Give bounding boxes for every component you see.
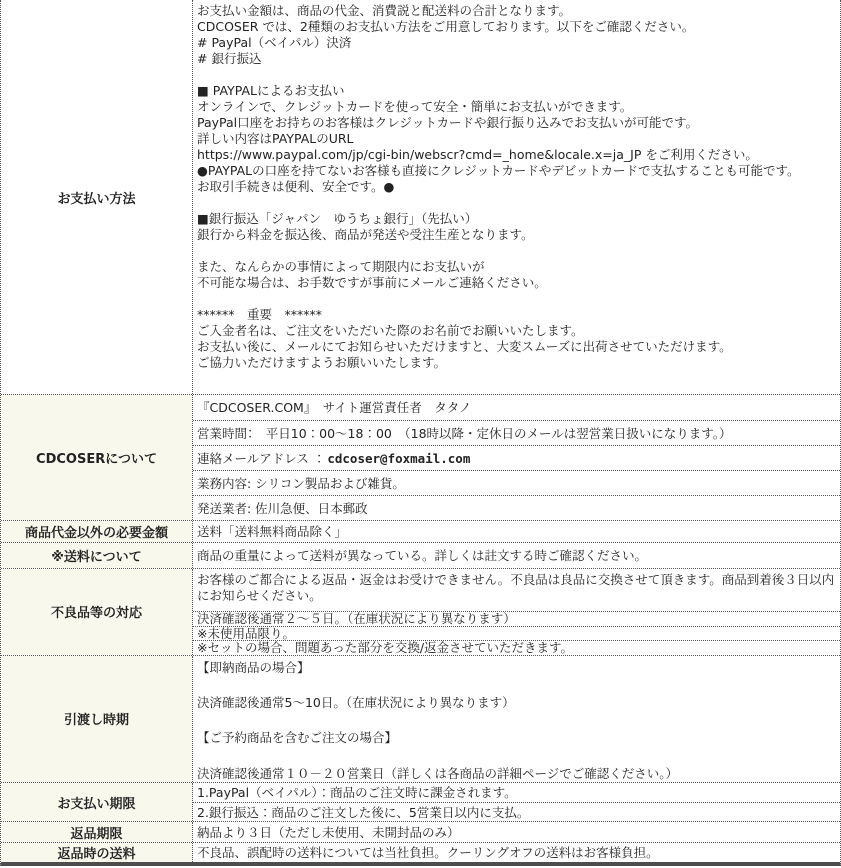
- payment-deadline-line: 1.PayPal（ベイパル）：商品のご注文時に課金されます。: [197, 785, 517, 801]
- payment-deadline-line: 2.銀行振込：商品のご注文した後に、5営業日以内に支払。: [193, 802, 840, 821]
- text-line: [197, 243, 838, 259]
- text-line: CDCOSER では、2種類のお支払い方法をご用意しております。以下をご確認ください。: [197, 19, 695, 34]
- shop-contact-email-row: [193, 445, 840, 470]
- text-line: ■ PAYPALによるお支払い: [197, 83, 345, 98]
- text-line: [197, 747, 838, 765]
- row-label-shipping-fee: ※送料について: [1, 543, 193, 568]
- text-line: 詳しい内容はPAYPALのURL: [197, 131, 354, 146]
- text-line: PayPal口座をお持ちのお客様はクレジットカードや銀行振り込みでお支払いが可能です。: [197, 115, 698, 130]
- row-return-shipping: [1, 842, 840, 862]
- row-about-shop: [1, 394, 840, 520]
- text-line: ■銀行振込「ジャパン ゆうちょ銀行」（先払い）: [197, 211, 478, 226]
- row-defective-items: [1, 568, 840, 655]
- row-label-defective-items: 不良品等の対応: [1, 569, 193, 655]
- text-line: 【即納商品の場合】: [197, 659, 310, 675]
- row-extra-fees: [1, 520, 840, 542]
- text-line: 決済確認後通常5～10日。（在庫状況により異なります）: [197, 694, 515, 710]
- text-line: ご入金者名は、ご注文をいただいた際のお名前でお願いいたします。: [197, 323, 584, 338]
- text-line: ****** 重要 ******: [197, 307, 323, 322]
- defective-policy-line: 決済確認後通常２～５日。（在庫状況により異なります）: [193, 611, 840, 626]
- row-label-delivery-time: 引渡し時期: [1, 656, 193, 783]
- text-line: https://www.paypal.com/jp/cgi-bin/webscr?cmd=_home&locale.x=ja_JP をご利用ください。: [197, 147, 758, 162]
- shop-site-operator: 『CDCOSER.COM』 サイト運営責任者 タタノ: [197, 400, 472, 415]
- return-deadline-text: 納品より３日（ただし未使用、未開封品のみ）: [197, 824, 460, 840]
- row-delivery-time: [1, 655, 840, 783]
- text-line: 決済確認後通常１０－２０営業日（詳しくは各商品の詳細ページでご確認ください。）: [197, 765, 679, 781]
- text-line: # 銀行振込: [197, 51, 262, 66]
- row-label-payment-method: お支払い方法: [1, 0, 193, 394]
- return-shipping-text: 不良品、誤配時の送料については当社負担。クーリングオフの送料はお客様負担。: [197, 844, 659, 860]
- defective-policy-line: ※未使用品限り。: [193, 626, 840, 641]
- row-label-about-shop: CDCOSERについて: [1, 395, 193, 520]
- defective-policy-line: ※セットの場合、問題あった部分を交換/返金させていただきます。: [193, 640, 840, 655]
- text-line: 不可能な場合は、お手数ですが事前にメールご連絡ください。: [197, 275, 547, 290]
- text-line: ●PAYPALの口座を持てないお客様も直接にクレジットカードやデビットカードで支払することも可能です。: [197, 163, 800, 178]
- text-line: ご協力いただけますようお願いいたします。: [197, 355, 447, 370]
- row-label-extra-fees: 商品代金以外の必要金額: [1, 521, 193, 542]
- text-line: お支払い後に、メールにてお知らせいただけますと、大変スムーズに出荷させていただけます。: [197, 339, 732, 354]
- shop-shipping-carriers: 発送業者: 佐川急便、日本郵政: [193, 495, 840, 520]
- shop-business-content: 業務内容: シリコン製品および雑貨。: [193, 470, 840, 495]
- text-line: [197, 195, 838, 211]
- row-payment-method: [1, 0, 840, 394]
- row-label-return-deadline: 返品期限: [1, 822, 193, 842]
- row-return-deadline: [1, 821, 840, 842]
- text-line: [197, 676, 838, 694]
- defective-policy-line: お客様のご都合による返品・返金はお受けできません。不良品は良品に交換させて頂きます。商品到着後３日以内にお知らせください。: [197, 572, 835, 603]
- text-line: [197, 712, 838, 730]
- row-payment-deadline: [1, 782, 840, 821]
- extra-fees-text: 送料「送料無料商品除く」: [197, 524, 348, 539]
- text-line: [197, 67, 838, 83]
- row-label-return-shipping: 返品時の送料: [1, 843, 193, 862]
- contact-email-address: cdcoser@foxmail.com: [327, 450, 471, 466]
- text-line: 銀行から料金を振込後、商品が発送や受注生産となります。: [197, 227, 534, 242]
- text-line: # PayPal（ベイパル）決済: [197, 35, 352, 50]
- text-line: オンラインで、クレジットカードを使って安全・簡単にお支払いができます。: [197, 99, 633, 114]
- shipping-fee-text: 商品の重量によって送料が異なっている。詳しくは註文する時ご確認ください。: [197, 548, 648, 563]
- text-line: [197, 291, 838, 307]
- text-line: また、なんらかの事情によって期限内にお支払いが: [197, 259, 485, 274]
- shop-business-hours: 営業時間： 平日10：00～18：00 （18時以降・定休日のメールは翌営業日扱いになります。）: [193, 420, 840, 445]
- text-line: お取引手続きは便利、安全です。●: [197, 179, 395, 194]
- text-line: 【ご予約商品を含むご注文の場合】: [197, 730, 398, 746]
- email-label: 連絡メールアドレス ：: [197, 450, 326, 466]
- row-shipping-fee: [1, 542, 840, 568]
- text-line: お支払い金額は、商品の代金、消費説と配送料の合計となります。: [197, 3, 572, 18]
- delivery-time-text: [193, 656, 840, 783]
- payment-method-text: [193, 0, 840, 394]
- row-label-payment-deadline: お支払い期限: [1, 783, 193, 821]
